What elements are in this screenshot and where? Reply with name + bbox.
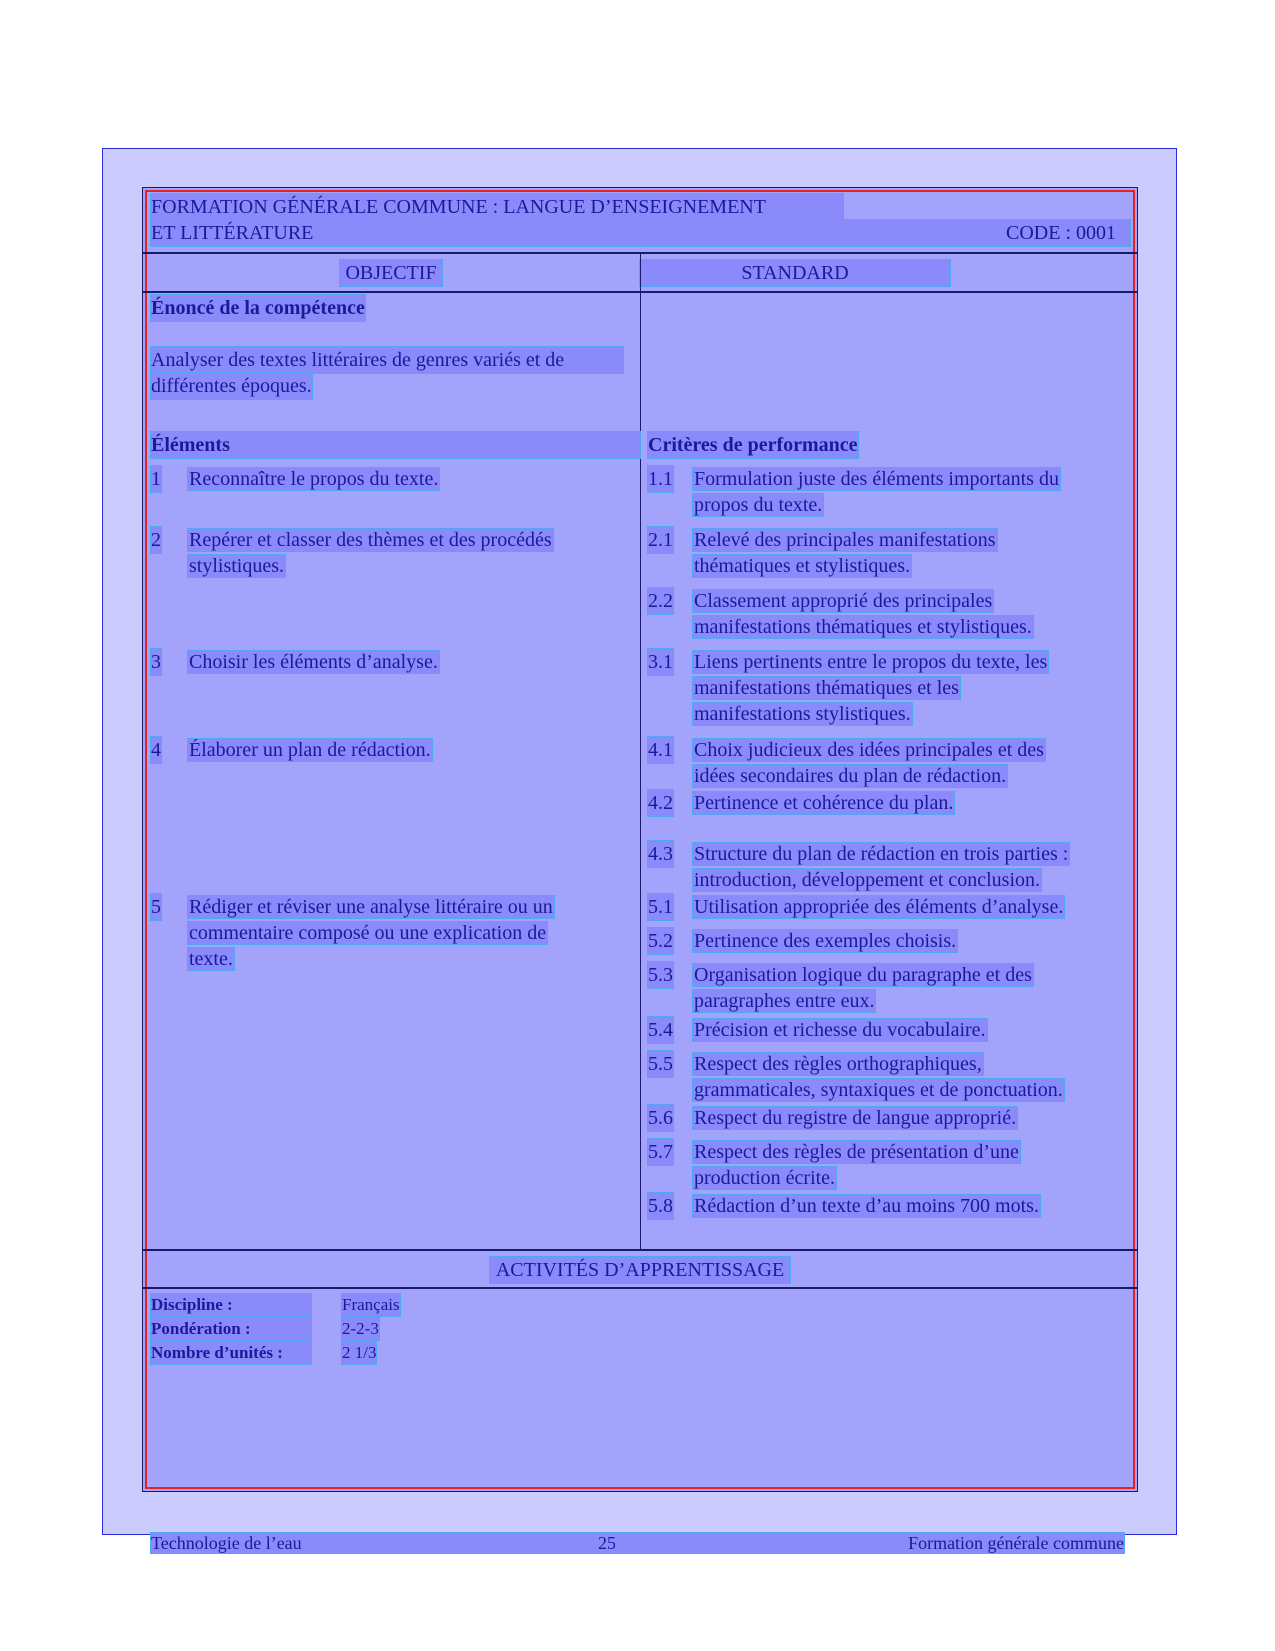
criterion-text-line [693, 492, 1133, 518]
criterion-text: propos du texte. [694, 494, 823, 516]
criterion-text-line [693, 737, 1133, 763]
criterion-text: manifestations thématiques et stylistiques. [694, 616, 1032, 638]
element-number: 3 [151, 651, 161, 673]
activity-label: Pondération : [151, 1318, 311, 1340]
element-text: Rédiger et réviser une analyse littéraire ou un [189, 896, 553, 918]
criterion-text: introduction, développement et conclusion. [694, 869, 1041, 891]
criterion-number: 5.8 [648, 1195, 673, 1217]
activity-label: Nombre d’unités : [151, 1342, 311, 1364]
element-text: stylistiques. [189, 555, 285, 577]
criterion-text-line [693, 1051, 1133, 1077]
criterion-text-line [693, 553, 1133, 579]
criterion-number: 5.3 [648, 964, 673, 986]
element-text: Élaborer un plan de rédaction. [189, 739, 431, 761]
criterion-number: 2.2 [648, 590, 673, 612]
activity-label: Discipline : [151, 1294, 311, 1316]
column-header-standard: STANDARD [640, 260, 950, 286]
element-text-line [188, 920, 636, 946]
competence-text-line1: Analyser des textes littéraires de genres variés et de [151, 347, 623, 373]
competence-heading: Énoncé de la compétence [151, 297, 365, 319]
criterion-text-line [693, 649, 1133, 675]
criterion-text-line [693, 1193, 1133, 1219]
criterion-text-line [693, 841, 1133, 867]
header-title-line2: ET LITTÉRATURE [151, 220, 1130, 246]
criterion-text: thématiques et stylistiques. [694, 555, 911, 577]
activity-value: 2 1/3 [342, 1343, 377, 1362]
criterion-number: 5.6 [648, 1107, 673, 1129]
element-text-line [188, 466, 636, 492]
header-title-line1: FORMATION GÉNÉRALE COMMUNE : LANGUE D’ENSEIGNEMENT [151, 194, 843, 220]
criterion-text: idées secondaires du plan de rédaction. [694, 765, 1007, 787]
activities-heading: ACTIVITÉS D’APPRENTISSAGE [490, 1257, 790, 1283]
footer-left: Technologie de l’eau [151, 1533, 326, 1553]
criterion-text: Respect du registre de langue approprié. [694, 1107, 1017, 1129]
footer-right: Formation générale commune [616, 1533, 1124, 1553]
criterion-number: 5.4 [648, 1019, 673, 1041]
criteria-heading: Critères de performance [648, 434, 858, 456]
element-text: Reconnaître le propos du texte. [189, 468, 439, 490]
criterion-text-line [693, 962, 1133, 988]
element-text: commentaire composé ou une explication de [189, 922, 547, 944]
activities-divider [142, 1287, 1138, 1289]
criterion-number: 4.2 [648, 792, 673, 814]
activity-value: Français [342, 1295, 400, 1314]
element-text: Choisir les éléments d’analyse. [189, 651, 438, 673]
element-text-line [188, 946, 636, 972]
criterion-text-line [693, 1139, 1133, 1165]
criterion-text-line [693, 1017, 1133, 1043]
element-number: 2 [151, 529, 161, 551]
criterion-text: Liens pertinents entre le propos du texte, les [694, 651, 1048, 673]
element-text-line [188, 553, 636, 579]
criterion-text: Pertinence et cohérence du plan. [694, 792, 954, 814]
criterion-number: 5.5 [648, 1053, 673, 1075]
criterion-number: 3.1 [648, 651, 673, 673]
element-number: 4 [151, 739, 161, 761]
criterion-text-line [693, 1165, 1133, 1191]
table-bottom-divider [142, 1249, 1138, 1251]
element-number: 1 [151, 468, 161, 490]
element-text-line [188, 649, 636, 675]
criterion-text: Pertinence des exemples choisis. [694, 930, 957, 952]
criterion-text: paragraphes entre eux. [694, 990, 875, 1012]
criterion-text-line [693, 588, 1133, 614]
element-text-line [188, 737, 636, 763]
criterion-text: Relevé des principales manifestations [694, 529, 996, 551]
criterion-number: 5.1 [648, 896, 673, 918]
criterion-text-line [693, 701, 1133, 727]
criterion-text-line [693, 867, 1133, 893]
element-text-line [188, 894, 636, 920]
criterion-text: Organisation logique du paragraphe et des [694, 964, 1032, 986]
element-number: 5 [151, 896, 161, 918]
criterion-text-line [693, 466, 1133, 492]
criterion-text: Respect des règles de présentation d’une [694, 1141, 1019, 1163]
criterion-text: Choix judicieux des idées principales et des [694, 739, 1044, 761]
criterion-number: 4.3 [648, 843, 673, 865]
criterion-text: grammaticales, syntaxiques et de ponctuation. [694, 1079, 1063, 1101]
criterion-text: Rédaction d’un texte d’au moins 700 mots. [694, 1195, 1039, 1217]
criterion-number: 2.1 [648, 529, 673, 551]
criterion-number: 1.1 [648, 468, 673, 490]
criterion-text-line [693, 614, 1133, 640]
criterion-text-line [693, 894, 1133, 920]
elements-heading: Éléments [151, 432, 640, 458]
criterion-number: 5.2 [648, 930, 673, 952]
criterion-text-line [693, 928, 1133, 954]
center-divider [640, 252, 641, 1250]
header-code: CODE : 0001 [1006, 222, 1116, 244]
criterion-text-line [693, 790, 1133, 816]
criterion-text: Classement approprié des principales [694, 590, 993, 612]
criterion-text-line [693, 763, 1133, 789]
criterion-text: production écrite. [694, 1167, 836, 1189]
criterion-text: Précision et richesse du vocabulaire. [694, 1019, 986, 1041]
activity-value: 2-2-3 [342, 1319, 379, 1338]
competence-text-line2: différentes époques. [151, 375, 312, 397]
criterion-text: manifestations stylistiques. [694, 703, 911, 725]
criterion-text: Respect des règles orthographiques, [694, 1053, 982, 1075]
criterion-text-line [693, 988, 1133, 1014]
criterion-text-line [693, 527, 1133, 553]
criterion-text: manifestations thématiques et les [694, 677, 959, 699]
criterion-text: Formulation juste des éléments importants du [694, 468, 1059, 490]
criterion-text-line [693, 1105, 1133, 1131]
footer-center: 25 [326, 1533, 616, 1553]
column-header-objectif: OBJECTIF [340, 260, 442, 286]
element-text: texte. [189, 948, 233, 970]
element-text-line [188, 527, 636, 553]
criterion-text: Structure du plan de rédaction en trois parties : [694, 843, 1069, 865]
element-text: Repérer et classer des thèmes et des procédés [189, 529, 552, 551]
criterion-text-line [693, 1077, 1133, 1103]
criterion-text: Utilisation appropriée des éléments d’analyse. [694, 896, 1064, 918]
criterion-number: 5.7 [648, 1141, 673, 1163]
criterion-number: 4.1 [648, 739, 673, 761]
criterion-text-line [693, 675, 1133, 701]
